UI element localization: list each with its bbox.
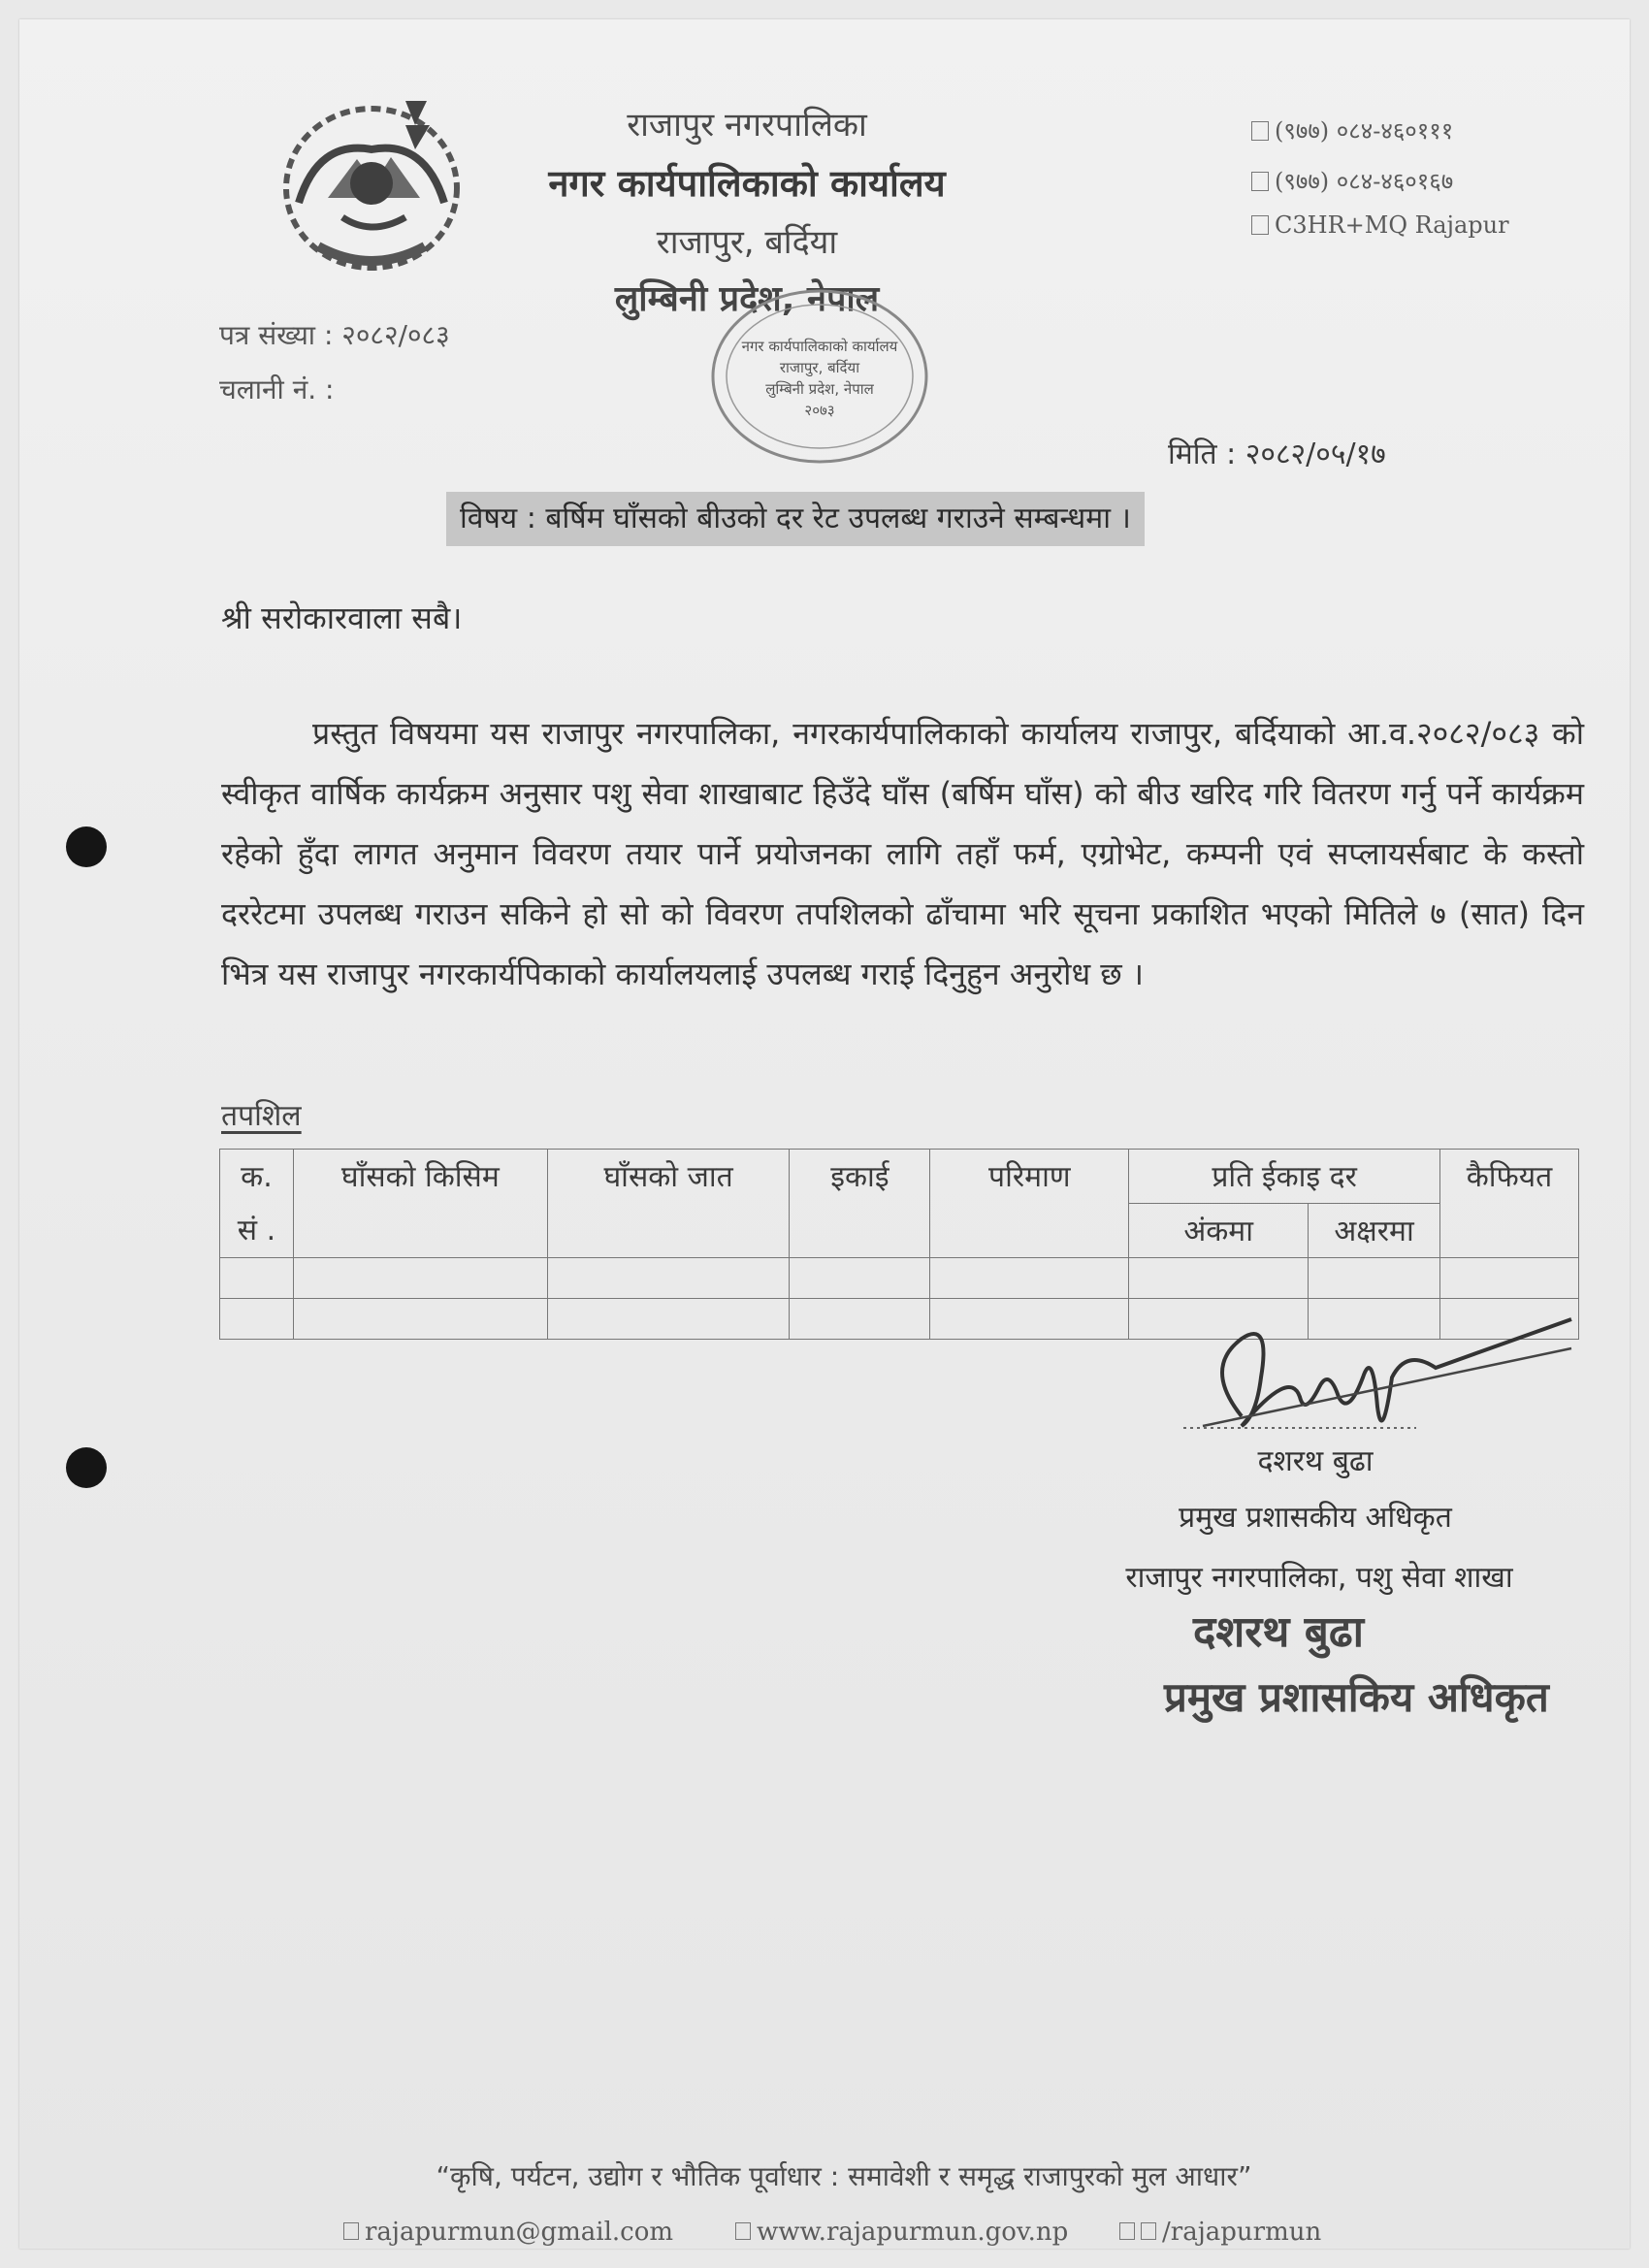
footer-email[interactable]: rajapurmun@gmail.com — [343, 2218, 673, 2247]
office-location: राजापुर, बर्दिया — [656, 223, 838, 262]
salutation: श्री सरोकारवाला सबै। — [221, 599, 463, 636]
header-rate-per-unit: प्रति ईकाइ दर — [1129, 1150, 1440, 1204]
signatory-title: प्रमुख प्रशासकीय अधिकृत — [1179, 1501, 1452, 1535]
letter-number: पत्र संख्या : २०८२/०८३ — [219, 319, 450, 351]
dispatch-number: चलानी नं. : — [219, 373, 335, 405]
header-grass-type: घाँसको किसिम — [293, 1150, 547, 1258]
contact-phone: (९७७) ०८४-४६०१११ — [1251, 114, 1453, 146]
province-name: लुम्बिनी प्रदेश, नेपाल — [614, 279, 880, 319]
signatory-name: दशरथ बुढा — [1257, 1444, 1374, 1478]
name-stamp-title: प्रमुख प्रशासकिय अधिकृत — [1164, 1673, 1549, 1721]
contact-location: C3HR+MQ Rajapur — [1251, 211, 1509, 239]
globe-icon — [735, 2222, 751, 2240]
name-stamp-name: दशरथ बुढा — [1193, 1607, 1365, 1657]
seal-line-location: राजापुर, बर्दिया — [779, 359, 860, 376]
seal-line-office: नगर कार्यपालिकाको कार्यालय — [741, 338, 898, 355]
phone-icon — [1251, 121, 1269, 141]
header-grass-variety: घाँसको जात — [547, 1150, 790, 1258]
office-seal-stamp — [689, 279, 951, 473]
header-unit: इकाई — [790, 1150, 930, 1258]
header-quantity: परिमाण — [930, 1150, 1129, 1258]
punch-hole-icon — [66, 1447, 107, 1488]
seal-line-province: लुम्बिनी प्रदेश, नेपाल — [765, 380, 874, 398]
email-icon — [343, 2222, 359, 2240]
footer-social[interactable]: /rajapurmun — [1119, 2218, 1321, 2247]
facebook-icon — [1119, 2222, 1135, 2240]
fax-icon — [1251, 172, 1269, 191]
footer-website[interactable]: www.rajapurmun.gov.np — [735, 2218, 1068, 2247]
nepal-emblem-icon — [260, 81, 483, 285]
punch-hole-icon — [66, 826, 107, 867]
letter-date: मिति : २०८२/०५/१७ — [1168, 437, 1386, 471]
contact-fax: (९७७) ०८४-४६०१६७ — [1251, 165, 1453, 197]
table-title: तपशिल — [221, 1099, 302, 1133]
twitter-icon — [1141, 2222, 1156, 2240]
signatory-office: राजापुर नगरपालिका, पशु सेवा शाखा — [1125, 1561, 1513, 1595]
letter-subject: विषय : बर्षिम घाँसको बीउको दर रेट उपलब्ध गराउने सम्बन्धमा । — [446, 492, 1145, 546]
table-row — [220, 1258, 1579, 1299]
header-rate-words: अक्षरमा — [1309, 1204, 1440, 1258]
header-rate-figures: अंकमा — [1129, 1204, 1309, 1258]
letter-body: प्रस्तुत विषयमा यस राजापुर नगरपालिका, नगरकार्यपालिकाको कार्यालय राजापुर, बर्दियाको आ.व.२०८२/०८३ को स्वीकृत वार्षिक कार्यक्रम अनुसार पशु सेवा शाखाबाट हिउँदे घाँस (बर्षिम घाँस) को बीउ खरिद गरि वितरण गर्नु पर्ने कार्यक्रम रहेको हुँदा लागत अनुमान विवरण तयार पार्ने प्रयोजनका लागि तहाँ फर्म, एग्रोभेट, कम्पनी एवं सप्लायर्सबाट के कस्तो दररेटमा उपलब्ध गराउन सकिने हो सो को विवरण तपशिलको ढाँचामा भरि सूचना प्रकाशित भएको मितिले ७ (सात) दिन भित्र यस राजापुर नगरकार्यपिकाको कार्यालयलाई उपलब्ध गराई दिनुहुन अनुरोध छ । — [221, 715, 1584, 992]
seal-year: २०७३ — [804, 402, 835, 419]
office-name: नगर कार्यपालिकाको कार्यालय — [548, 162, 946, 205]
header-serial: क. सं . — [220, 1150, 294, 1258]
location-pin-icon — [1251, 215, 1269, 235]
header-remarks: कैफियत — [1440, 1150, 1579, 1258]
municipality-name: राजापुर नगरपालिका — [627, 106, 867, 145]
footer-motto: “कृषि, पर्यटन, उद्योग र भौतिक पूर्वाधार : समावेशी र समृद्ध राजापुरको मुल आधार” — [436, 2160, 1252, 2192]
table-header-row — [220, 1150, 1579, 1204]
letter-page — [19, 19, 1630, 2249]
